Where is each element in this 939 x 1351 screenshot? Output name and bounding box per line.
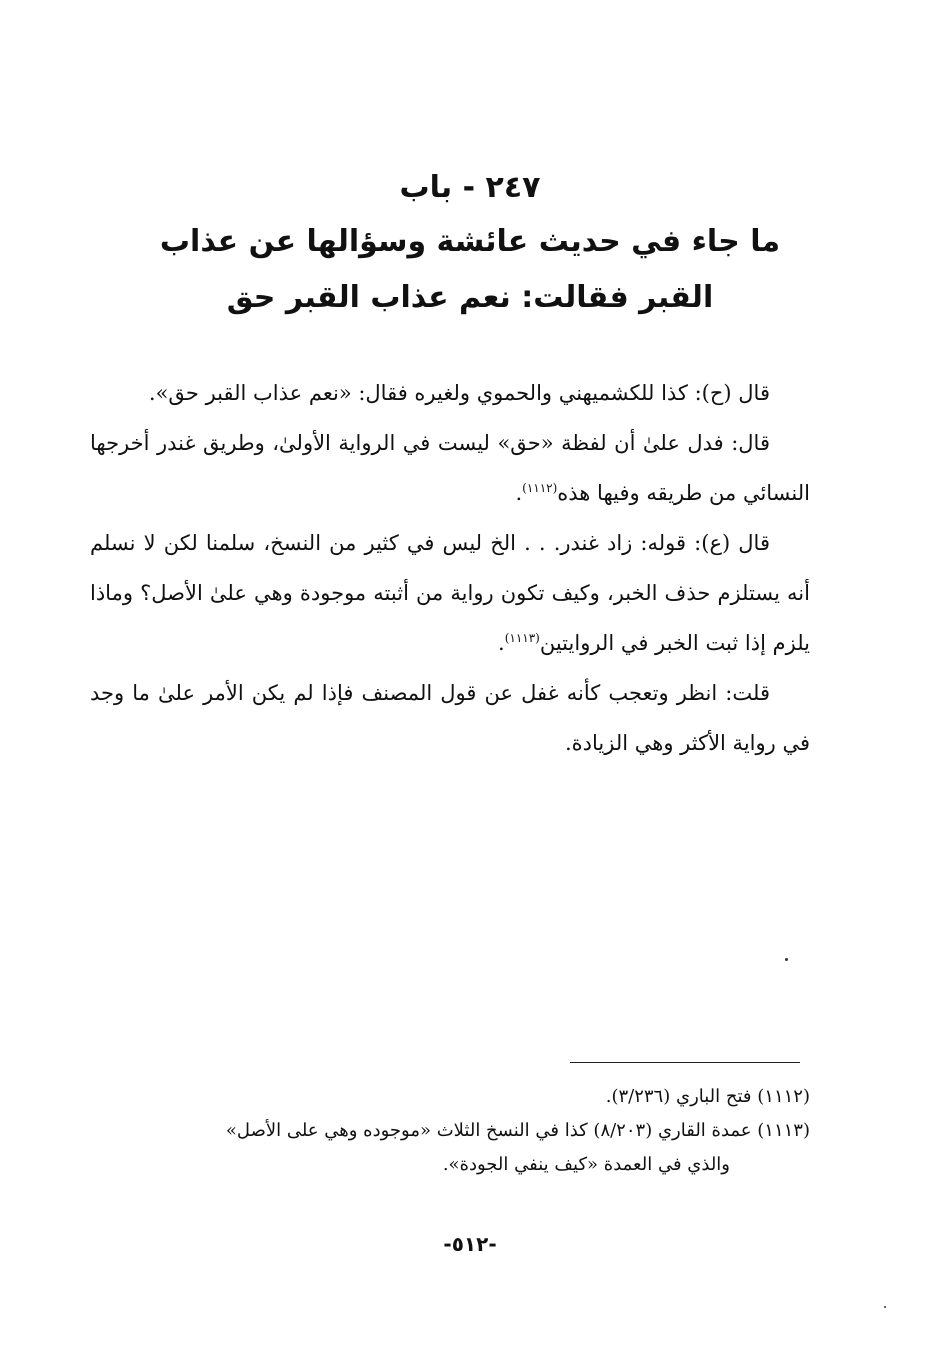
- scan-speck: [884, 1306, 886, 1308]
- paragraph-1-text: قال (ح): كذا للكشميهني والحموي ولغيره فقال: «نعم عذاب القبر حق».: [148, 381, 770, 405]
- footnote-ref-1112: (١١١٢): [522, 481, 558, 495]
- paragraph-4: [90, 668, 810, 768]
- paragraph-2-end: .: [515, 481, 523, 505]
- paragraph-3-text: قال (ع): قوله: زاد غندر. . . الخ ليس في كثير من النسخ، سلمنا لكن لا نسلم أنه يستلزم حذف الخبر، وكيف تكون رواية من أثبته موجودة وهي علىٰ الأصل؟ وماذا يلزم إذا ثبت الخبر في الروايتين: [90, 531, 810, 655]
- chapter-title-line-2: القبر فقالت: نعم عذاب القبر حق: [226, 280, 714, 315]
- footnote-1113: (١١١٣) عمدة القاري (٨/٢٠٣) كذا في النسخ الثلاث «موجوده وهي على الأصل»: [225, 1120, 810, 1141]
- paragraph-2-text: قال: فدل علىٰ أن لفظة «حق» ليست في الرواية الأولىٰ، وطريق غندر أخرجها النسائي من طريقه وفيها هذه: [90, 431, 810, 505]
- body-text: [90, 368, 810, 768]
- footnote-1113-continued: والذي في العمدة «كيف ينفي الجودة».: [442, 1154, 730, 1175]
- paragraph-3-end: .: [498, 631, 505, 655]
- paragraph-2: [90, 418, 810, 518]
- footnote-ref-1113: (١١١٣): [504, 631, 540, 645]
- paragraph-4-text: قلت: انظر وتعجب كأنه غفل عن قول المصنف فإذا لم يكن الأمر علىٰ ما وجد في رواية الأكثر وهي الزيادة.: [90, 681, 810, 755]
- paragraph-1: [90, 368, 810, 418]
- chapter-number: ٢٤٧ - باب: [399, 170, 541, 205]
- chapter-title-line-1: ما جاء في حديث عائشة وسؤالها عن عذاب: [159, 224, 781, 259]
- footnote-separator: [570, 1062, 800, 1063]
- footnotes: [90, 1080, 810, 1182]
- paragraph-3: [90, 518, 810, 668]
- scan-speck: [785, 958, 788, 961]
- footnote-1112: (١١١٢) فتح الباري (٣/٢٣٦).: [605, 1086, 810, 1107]
- page-number: -٥١٢-: [443, 1232, 497, 1256]
